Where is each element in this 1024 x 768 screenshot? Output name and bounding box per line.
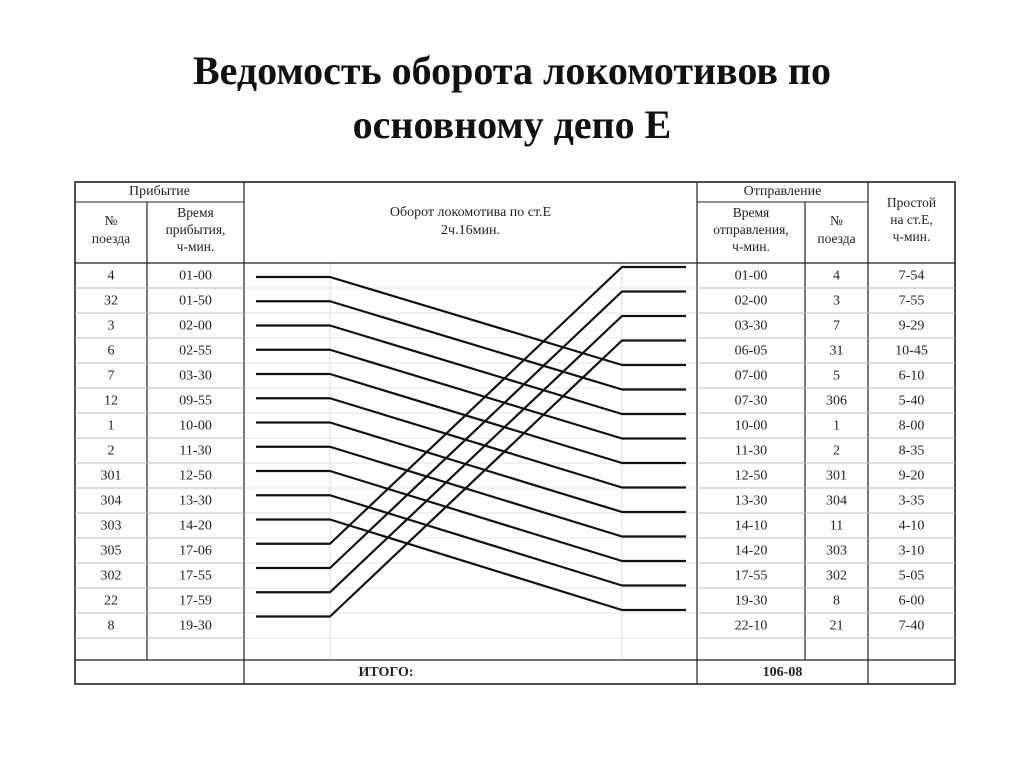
idle-time: 8-35 <box>898 443 925 459</box>
arrival-time: 03-30 <box>179 368 212 384</box>
departure-train-no: 3 <box>833 293 840 309</box>
departure-time: 10-00 <box>734 418 768 434</box>
departure-train-no: 2 <box>833 443 840 459</box>
departure-time: 14-10 <box>734 518 768 534</box>
idle-time: 9-29 <box>898 318 925 334</box>
idle-time: 3-10 <box>898 543 925 559</box>
idle-time: 6-00 <box>898 593 925 609</box>
departure-time: 03-30 <box>734 318 768 334</box>
idle-time: 3-35 <box>898 493 925 509</box>
idle-time: 5-05 <box>898 568 925 584</box>
arrival-time: 02-00 <box>179 318 212 334</box>
departure-header: Отправление <box>743 184 822 200</box>
departure-time: 02-00 <box>734 293 768 309</box>
arrival-time: 02-55 <box>179 343 212 359</box>
departure-train-no: 31 <box>829 343 844 359</box>
total-label: ИТОГО: <box>358 665 414 681</box>
turnover-header: 2ч.16мин. <box>441 223 500 239</box>
departure-time: 06-05 <box>734 343 768 359</box>
idle-time: 9-20 <box>898 468 925 484</box>
idle-time: 8-00 <box>898 418 925 434</box>
arrival-time: 12-50 <box>179 468 212 484</box>
arrival-time: 10-00 <box>179 418 212 434</box>
departure-train-no: 5 <box>833 368 840 384</box>
total-value: 106-08 <box>762 665 803 681</box>
arrival-time: 01-00 <box>179 268 212 284</box>
idle-header: ч-мин. <box>892 229 931 245</box>
arrival-time: 01-50 <box>179 293 212 309</box>
departure-time: 07-00 <box>734 368 768 384</box>
arrival-train-no: 22 <box>104 593 118 609</box>
arrival-time-header: прибытия, <box>165 222 226 238</box>
slide-title-line-2: основному депо Е <box>352 102 672 147</box>
arrival-time: 17-59 <box>179 593 212 609</box>
departure-time-header: ч-мин. <box>732 239 770 255</box>
departure-train-no: 21 <box>829 618 844 634</box>
departure-train-no: 1 <box>833 418 840 434</box>
arrival-time-header: Время <box>177 205 214 221</box>
arrival-train-no: 303 <box>100 518 122 534</box>
departure-time: 01-00 <box>734 268 768 284</box>
departure-time-header: отправления, <box>713 222 789 238</box>
departure-train-no: 302 <box>826 568 847 584</box>
departure-train-no: 8 <box>833 593 840 609</box>
arrival-time: 17-06 <box>179 543 212 559</box>
departure-train-no: 11 <box>829 518 844 534</box>
arrival-time: 11-30 <box>179 443 212 459</box>
departure-train-no: 303 <box>826 543 847 559</box>
arrival-train-no-header: поезда <box>91 231 131 247</box>
idle-time: 5-40 <box>898 393 925 409</box>
idle-header: Простой <box>886 195 937 211</box>
turnover-header: Оборот локомотива по ст.Е <box>389 205 552 221</box>
idle-time: 4-10 <box>898 518 925 534</box>
arrival-train-no: 6 <box>107 343 115 359</box>
departure-train-no-header: поезда <box>817 231 856 247</box>
arrival-train-no: 7 <box>107 368 115 384</box>
slide-title-line-1: Ведомость оборота локомотивов по <box>192 48 832 93</box>
arrival-train-no-header: № <box>104 213 118 229</box>
arrival-train-no: 2 <box>107 443 115 459</box>
departure-time: 19-30 <box>734 593 768 609</box>
arrival-train-no: 12 <box>104 393 118 409</box>
arrival-time: 09-55 <box>179 393 212 409</box>
departure-train-no: 306 <box>826 393 847 409</box>
departure-time: 11-30 <box>734 443 768 459</box>
arrival-train-no: 8 <box>107 618 115 634</box>
departure-time-header: Время <box>732 205 770 221</box>
arrival-train-no: 1 <box>107 418 115 434</box>
departure-train-no: 301 <box>826 468 847 484</box>
arrival-header: Прибытие <box>129 184 190 200</box>
arrival-train-no: 305 <box>100 543 122 559</box>
departure-train-no: 7 <box>833 318 840 334</box>
idle-time: 6-10 <box>898 368 925 384</box>
arrival-time: 14-20 <box>179 518 212 534</box>
arrival-time-header: ч-мин. <box>176 239 215 255</box>
arrival-train-no: 301 <box>100 468 122 484</box>
departure-time: 12-50 <box>734 468 768 484</box>
arrival-train-no: 32 <box>104 293 118 309</box>
arrival-train-no: 4 <box>107 268 115 284</box>
idle-header: на ст.Е, <box>890 212 933 228</box>
idle-time: 7-54 <box>898 268 925 284</box>
departure-train-no: 304 <box>826 493 847 509</box>
departure-time: 13-30 <box>734 493 768 509</box>
idle-time: 10-45 <box>895 343 928 359</box>
departure-time: 17-55 <box>734 568 768 584</box>
departure-train-no: 4 <box>833 268 840 284</box>
arrival-time: 19-30 <box>179 618 212 634</box>
departure-time: 22-10 <box>734 618 768 634</box>
idle-time: 7-55 <box>898 293 925 309</box>
arrival-train-no: 302 <box>100 568 122 584</box>
departure-time: 07-30 <box>734 393 768 409</box>
arrival-train-no: 3 <box>107 318 115 334</box>
idle-time: 7-40 <box>898 618 925 634</box>
departure-time: 14-20 <box>734 543 768 559</box>
arrival-time: 13-30 <box>179 493 212 509</box>
departure-train-no-header: № <box>830 213 843 229</box>
arrival-time: 17-55 <box>179 568 212 584</box>
arrival-train-no: 304 <box>100 493 122 509</box>
